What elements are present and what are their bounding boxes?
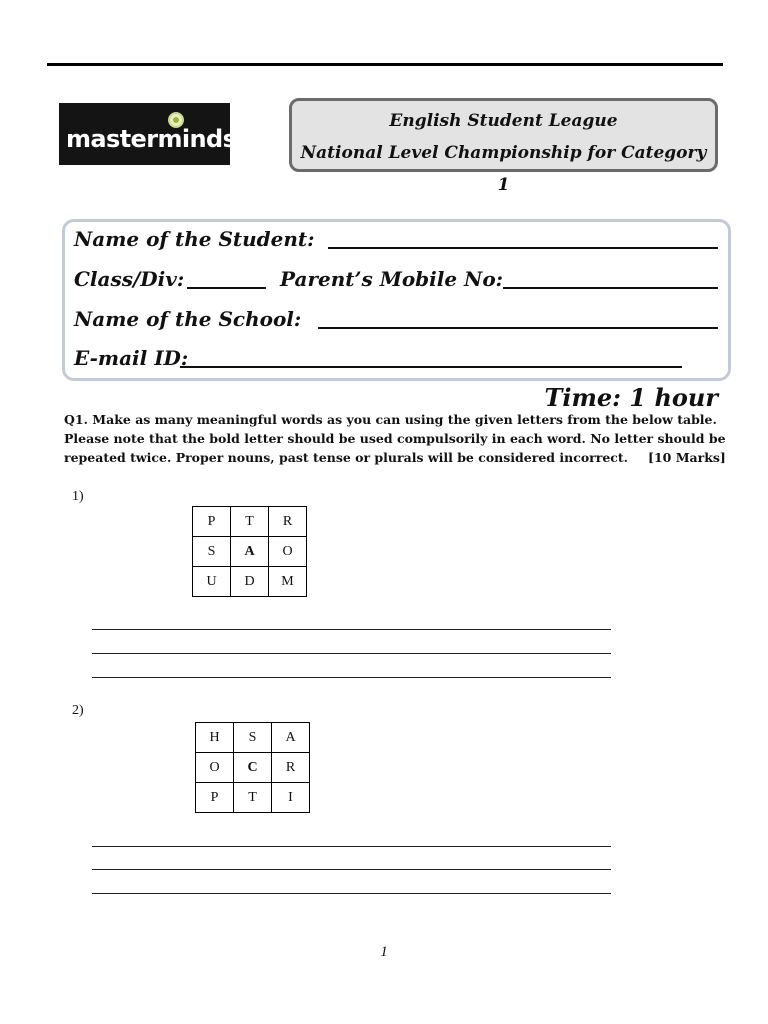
question-line-1: Q1. Make as many meaningful words as you can using the given letters from the below table. — [64, 412, 717, 427]
letter-grid — [192, 506, 307, 597]
question-line-2: Please note that the bold letter should be used compulsorily in each word. No letter should be — [64, 431, 726, 446]
answer-line[interactable] — [92, 629, 611, 630]
school-name-label: Name of the School: — [74, 307, 302, 331]
masterminds-logo — [59, 103, 237, 165]
grid-cell: T — [234, 783, 272, 813]
answer-line[interactable] — [92, 893, 611, 894]
puzzle-number: 2) — [72, 703, 84, 718]
student-name-field[interactable] — [328, 247, 718, 249]
grid-cell: P — [193, 507, 231, 537]
grid-cell: T — [231, 507, 269, 537]
logo-text: masterminds — [66, 125, 237, 153]
grid-cell: H — [196, 723, 234, 753]
school-name-field[interactable] — [318, 327, 718, 329]
grid-cell: D — [231, 567, 269, 597]
answer-line[interactable] — [92, 869, 611, 870]
grid-cell: O — [196, 753, 234, 783]
grid-cell: O — [269, 537, 307, 567]
grid-cell: P — [196, 783, 234, 813]
answer-line[interactable] — [92, 846, 611, 847]
championship-title: National Level Championship for Category 1 — [300, 143, 707, 195]
grid-cell: M — [269, 567, 307, 597]
email-label: E-mail ID: — [74, 346, 189, 370]
letter-grid — [195, 722, 310, 813]
grid-cell-center: C — [234, 753, 272, 783]
puzzle-number: 1) — [72, 489, 84, 504]
top-rule — [47, 63, 723, 66]
grid-cell: R — [272, 753, 310, 783]
email-field[interactable] — [180, 366, 682, 368]
class-div-label: Class/Div: — [74, 267, 185, 291]
time-limit: Time: 1 hour — [544, 383, 718, 412]
grid-cell: R — [269, 507, 307, 537]
class-div-field[interactable] — [187, 287, 266, 289]
grid-cell: S — [234, 723, 272, 753]
student-name-label: Name of the Student: — [74, 227, 315, 251]
question-line-3: repeated twice. Proper nouns, past tense or plurals will be considered incorrect. — [64, 450, 629, 465]
grid-cell: I — [272, 783, 310, 813]
grid-cell: S — [193, 537, 231, 567]
page-number: 1 — [380, 944, 388, 960]
marks-label: [10 Marks] — [648, 450, 726, 465]
question-1-instructions — [64, 410, 724, 467]
league-title: English Student League — [389, 111, 618, 131]
championship-header — [289, 98, 718, 195]
grid-cell: U — [193, 567, 231, 597]
grid-cell-center: A — [231, 537, 269, 567]
answer-line[interactable] — [92, 677, 611, 678]
parent-mobile-field[interactable] — [503, 287, 718, 289]
grid-cell: A — [272, 723, 310, 753]
answer-line[interactable] — [92, 653, 611, 654]
parent-mobile-label: Parent’s Mobile No: — [280, 267, 504, 291]
